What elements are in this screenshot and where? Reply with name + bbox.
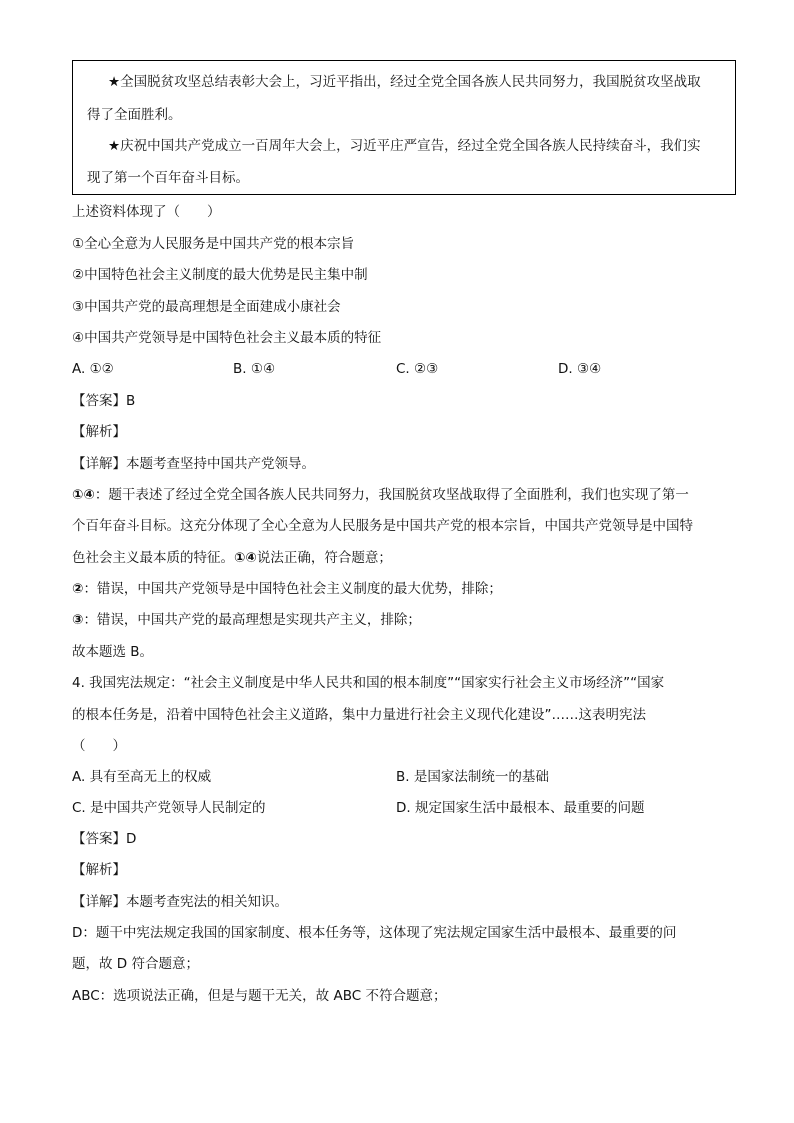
material-line-3: ★庆祝中国共产党成立一百周年大会上，习近平庄严宣告，经过全党全国各族人民持续奋斗，我们实: [108, 138, 701, 154]
q4-option-c: C. 是中国共产党领导人民制定的: [72, 800, 266, 816]
statement-mark: ②: [72, 581, 84, 597]
q3-statement-1: ①全心全意为人民服务是中国共产党的根本宗旨: [72, 236, 355, 252]
material-line-4: 现了第一个百年奋斗目标。: [87, 170, 249, 186]
q4-detail: 【详解】本题考查宪法的相关知识。: [72, 894, 288, 910]
q4-stem-2: 的根本任务是，沿着中国特色社会主义道路，集中力量进行社会主义现代化建设”……这表明宪法: [72, 707, 646, 723]
statement-mark: ①④: [72, 487, 95, 503]
explanation-text: 说法正确，符合题意；: [256, 550, 392, 566]
q4-answer: 【答案】D: [72, 831, 137, 847]
q4-explanation-3: ABC：选项说法正确，但是与题干无关，故 ABC 不符合题意；: [72, 988, 447, 1004]
q4-explanation-2: 题，故 D 符合题意；: [72, 956, 199, 972]
explanation-text: ：错误，中国共产党的最高理想是实现共产主义，排除；: [83, 612, 421, 628]
explanation-text: ：错误，中国共产党领导是中国特色社会主义制度的最大优势，排除；: [83, 581, 502, 597]
q3-conclusion: 故本题选 B。: [72, 644, 154, 660]
q4-analysis-heading: 【解析】: [72, 862, 126, 878]
statement-mark: ①④: [234, 550, 257, 566]
q3-option-a: A. ①②: [72, 361, 114, 377]
q3-statement-3: ③中国共产党的最高理想是全面建成小康社会: [72, 299, 341, 315]
q4-option-d: D. 规定国家生活中最根本、最重要的问题: [396, 800, 645, 816]
q4-stem-3: （ ）: [72, 738, 126, 754]
q3-explanation-5: [72, 611, 421, 629]
q3-answer: 【答案】B: [72, 393, 136, 409]
q4-explanation-1: D：题干中宪法规定我国的国家制度、根本任务等，这体现了宪法规定国家生活中最根本、最重要的问: [72, 925, 677, 941]
explanation-text: 色社会主义最本质的特征。: [72, 550, 234, 566]
material-line-1: ★全国脱贫攻坚总结表彰大会上，习近平指出，经过全党全国各族人民共同努力，我国脱贫攻坚战取: [108, 74, 701, 90]
q3-statement-2: ②中国特色社会主义制度的最大优势是民主集中制: [72, 267, 368, 283]
q3-analysis-heading: 【解析】: [72, 424, 126, 440]
statement-mark: ③: [72, 612, 84, 628]
q3-detail: 【详解】本题考查坚持中国共产党领导。: [72, 456, 315, 472]
q3-stem: 上述资料体现了（ ）: [72, 204, 221, 220]
material-box: [72, 60, 736, 195]
q3-option-b: B. ①④: [233, 361, 276, 377]
q3-explanation-3: [72, 549, 392, 567]
q4-option-b: B. 是国家法制统一的基础: [396, 769, 549, 785]
q3-explanation-2: 个百年奋斗目标。这充分体现了全心全意为人民服务是中国共产党的根本宗旨，中国共产党领导是中国特: [72, 518, 693, 534]
q4-stem-1: 4. 我国宪法规定：“社会主义制度是中华人民共和国的根本制度”“国家实行社会主义市场经济”“国家: [72, 675, 665, 691]
q3-statement-4: ④中国共产党领导是中国特色社会主义最本质的特征: [72, 330, 382, 346]
q3-explanation-1: [72, 486, 689, 504]
q3-option-c: C. ②③: [396, 361, 439, 377]
material-line-2: 得了全面胜利。: [87, 107, 182, 123]
q3-explanation-4: [72, 580, 502, 598]
q3-option-d: D. ③④: [558, 361, 602, 377]
q4-option-a: A. 具有至高无上的权威: [72, 769, 212, 785]
explanation-text: ：题干表述了经过全党全国各族人民共同努力，我国脱贫攻坚战取得了全面胜利，我们也实现了第一: [94, 487, 689, 503]
